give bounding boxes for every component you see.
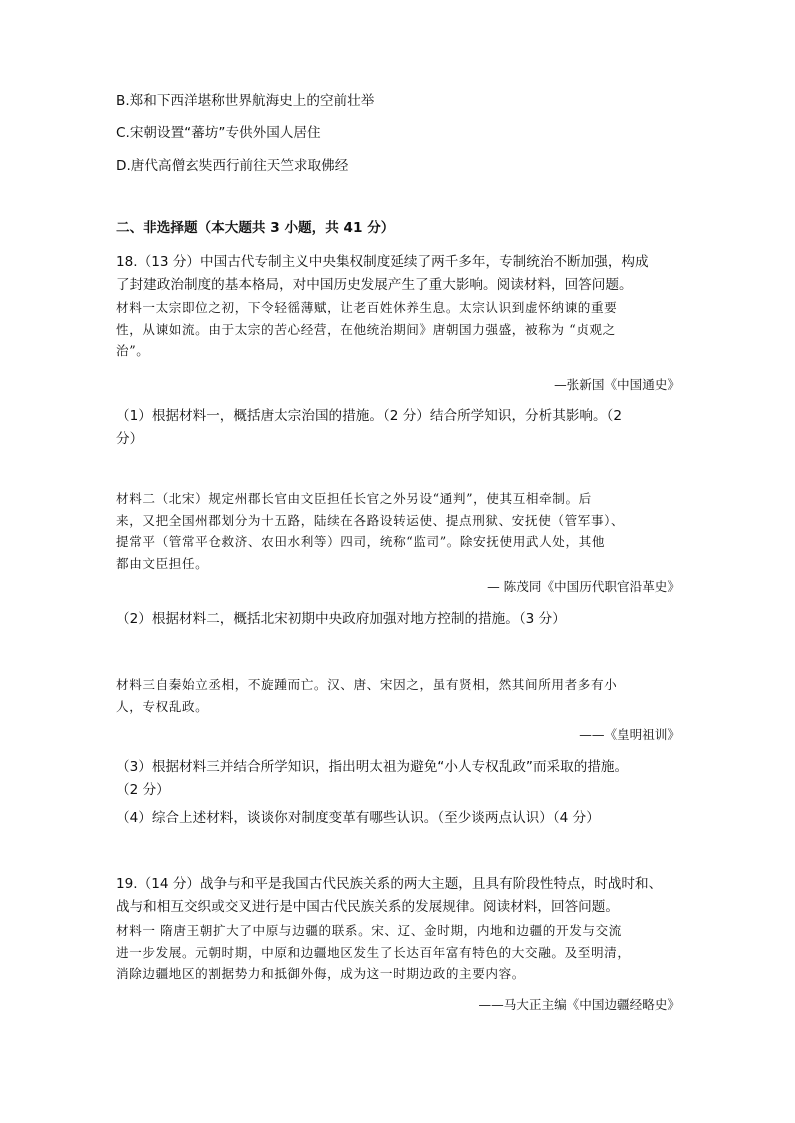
q18-stem-line: 了封建政治制度的基本格局，对中国历史发展产生了重大影响。阅读材料，回答问题。 <box>116 277 633 293</box>
material-line: 进一步发展。元朝时期，中原和边疆地区发生了长达百年富有特色的大交融。及至明清， <box>116 944 631 960</box>
q18-material-2 <box>116 488 624 574</box>
material-line: 提常平（管常平仓救济、农田水利等）四司，统称“监司”。除安抚使用武人处，其他 <box>116 534 606 549</box>
question-line: （1）根据材料一，概括唐太宗治国的措施。（2 分）结合所学知识，分析其影响。（2 <box>116 408 623 424</box>
q19-source-1: ——马大正主编《中国边疆经略史》 <box>478 997 680 1012</box>
option-c: C.宋朝设置“蕃坊”专供外国人居住 <box>116 125 321 141</box>
material-line: 材料二（北宋）规定州郡长官由文臣担任长官之外另设“通判”，使其互相牵制。后 <box>116 491 592 506</box>
material-line: 人，专权乱政。 <box>116 698 209 714</box>
q18-sub-3 <box>116 756 628 802</box>
q19-material-1 <box>116 920 631 985</box>
q18-stem <box>116 251 649 297</box>
material-line: 材料一太宗即位之初，下令轻徭薄赋，让老百姓休养生息。太宗认识到虚怀纳谏的重要 <box>116 300 618 315</box>
q18-material-1 <box>116 297 617 362</box>
material-line: 治”。 <box>116 343 150 358</box>
q18-source-1: —张新国《中国通史》 <box>554 377 680 392</box>
section-title: 二、非选择题（本大题共 3 小题，共 41 分） <box>116 220 395 236</box>
q18-sub-1 <box>116 405 622 451</box>
question-line: （3）根据材料三并结合所学知识，指出明太祖为避免“小人专权乱政”而采取的措施。 <box>116 759 629 775</box>
q18-source-2: — 陈茂同《中国历代职官沿革史》 <box>487 579 680 594</box>
material-line: 都由文臣担任。 <box>116 555 209 571</box>
material-line: 材料三自秦始立丞相，不旋踵而亡。汉、唐、宋因之，虽有贤相，然其间所用者多有小 <box>116 677 618 692</box>
question-line: （2 分） <box>116 782 170 798</box>
material-line: 材料一 隋唐王朝扩大了中原与边疆的联系。宋、辽、金时期，内地和边疆的开发与交流 <box>116 923 622 938</box>
q18-source-3: ——《皇明祖训》 <box>579 727 680 742</box>
material-line: 性，从谏如流。由于太宗的苦心经营，在他统治期间》唐朝国力强盛，被称为 “贞观之 <box>116 321 616 337</box>
q19-stem-line: 19.（14 分）战争与和平是我国古代民族关系的两大主题，且具有阶段性特点，时战时和、 <box>116 876 663 892</box>
material-line: 消除边疆地区的割据势力和抵御外侮，成为这一时期边政的主要内容。 <box>116 966 526 981</box>
q19-stem <box>116 873 662 919</box>
option-d: D.唐代高僧玄奘西行前往天竺求取佛经 <box>116 158 349 174</box>
option-b: B.郑和下西洋堪称世界航海史上的空前壮举 <box>116 93 375 109</box>
q18-sub-4: （4）综合上述材料，谈谈你对制度变革有哪些认识。（至少谈两点认识）（4 分） <box>116 810 600 826</box>
question-line: 分） <box>116 431 144 447</box>
q18-stem-line: 18.（13 分）中国古代专制主义中央集权制度延续了两千多年，专制统治不断加强，构成 <box>116 254 649 270</box>
q19-stem-line: 战与和相互交织或交叉进行是中国古代民族关系的发展规律。阅读材料，回答问题。 <box>116 899 619 915</box>
q18-material-3 <box>116 674 617 717</box>
q18-sub-2: （2）根据材料二，概括北宋初期中央政府加强对地方控制的措施。（3 分） <box>116 611 566 627</box>
material-line: 来，又把全国州郡划分为十五路，陆续在各路设转运使、提点刑狱、安抚使（管军事）、 <box>116 512 625 528</box>
